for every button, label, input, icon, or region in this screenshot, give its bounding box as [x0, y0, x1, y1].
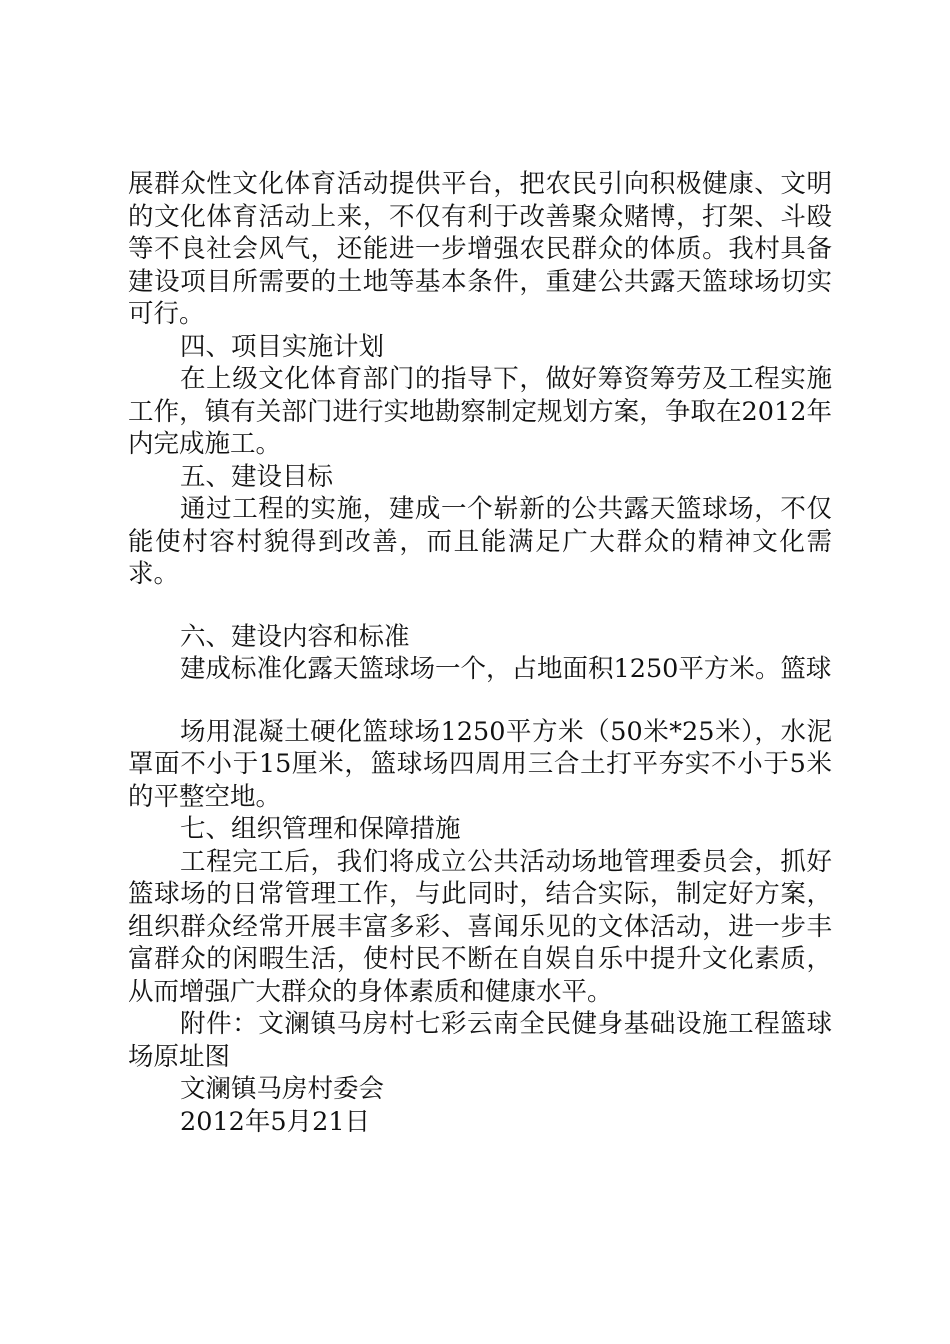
paragraph-content-part2: 场用混凝土硬化篮球场1250平方米（50米*25米），水泥罩面不小于15厘米，篮球场四周用三合土打平夯实不小于5米的平整空地。 [128, 716, 832, 812]
paragraph-content-part1: 建成标准化露天篮球场一个，占地面积1250平方米。篮球 [180, 654, 832, 684]
heading-section-4: 四、项目实施计划 [180, 331, 385, 362]
paragraph-feasibility: 展群众性文化体育活动提供平台，把农民引向积极健康、文明的文化体育活动上来，不仅有利于改善聚众赌博，打架、斗殴等不良社会风气，还能进一步增强农民群众的体质。我村具备建设项目所需要的土地等基本条件，重建公共露天篮球场切实可行。 [128, 169, 832, 329]
signature-committee: 文澜镇马房村委会 [180, 1074, 385, 1104]
paragraph-goal: 通过工程的实施，建成一个崭新的公共露天篮球场，不仅能使村容村貌得到改善，而且能满足广大群众的精神文化需求。 [128, 494, 832, 589]
document-date: 2012年5月21日 [180, 1106, 371, 1137]
paragraph-management: 工程完工后，我们将成立公共活动场地管理委员会，抓好篮球场的日常管理工作，与此同时，结合实际，制定好方案，组织群众经常开展丰富多彩、喜闻乐见的文体活动，进一步丰富群众的闲暇生活，使村民不断在自娱自乐中提升文化素质，从而增强广大群众的身体素质和健康水平。 [128, 846, 832, 1007]
document-body [128, 168, 832, 1138]
heading-section-5: 五、建设目标 [180, 461, 334, 492]
paragraph-plan: 在上级文化体育部门的指导下，做好筹资筹劳及工程实施工作，镇有关部门进行实地勘察制定规划方案，争取在2012年内完成施工。 [128, 364, 832, 459]
heading-section-6: 六、建设内容和标准 [180, 621, 410, 652]
heading-section-7: 七、组织管理和保障措施 [180, 814, 461, 844]
attachment-note: 附件：文澜镇马房村七彩云南全民健身基础设施工程篮球场原址图 [128, 1009, 832, 1072]
